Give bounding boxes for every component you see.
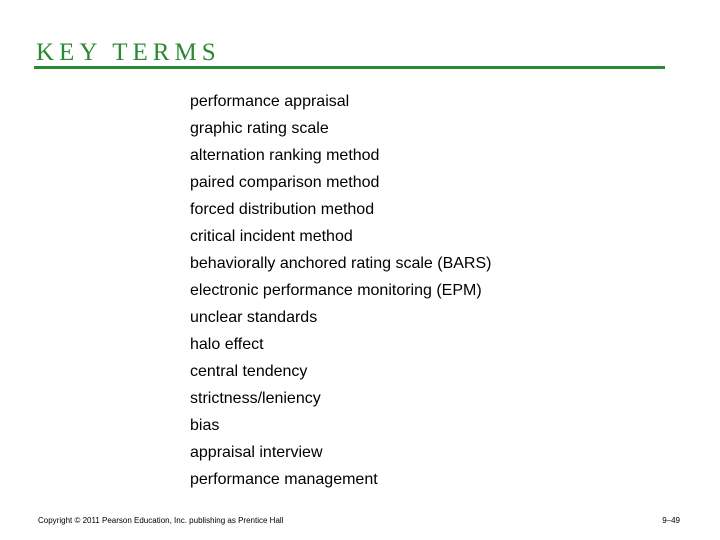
list-item: critical incident method — [190, 228, 353, 245]
list-item: bias — [190, 417, 220, 434]
copyright-notice: Copyright © 2011 Pearson Education, Inc. publishing as Prentice Hall — [38, 516, 284, 525]
list-item: performance management — [190, 471, 378, 488]
list-item: graphic rating scale — [190, 120, 329, 137]
title-underline — [34, 66, 665, 69]
list-item: electronic performance monitoring (EPM) — [190, 282, 482, 299]
list-item: central tendency — [190, 363, 308, 380]
list-item: paired comparison method — [190, 174, 380, 191]
page-number: 9–49 — [662, 516, 680, 525]
list-item: unclear standards — [190, 309, 318, 326]
list-item: alternation ranking method — [190, 147, 380, 164]
list-item: behaviorally anchored rating scale (BARS) — [190, 255, 492, 272]
list-item: halo effect — [190, 336, 264, 353]
list-item: forced distribution method — [190, 201, 375, 218]
list-item: strictness/leniency — [190, 390, 321, 407]
list-item: performance appraisal — [190, 93, 350, 110]
key-terms-list — [190, 88, 491, 493]
list-item: appraisal interview — [190, 444, 323, 461]
page-title: KEY TERMS — [36, 39, 221, 66]
